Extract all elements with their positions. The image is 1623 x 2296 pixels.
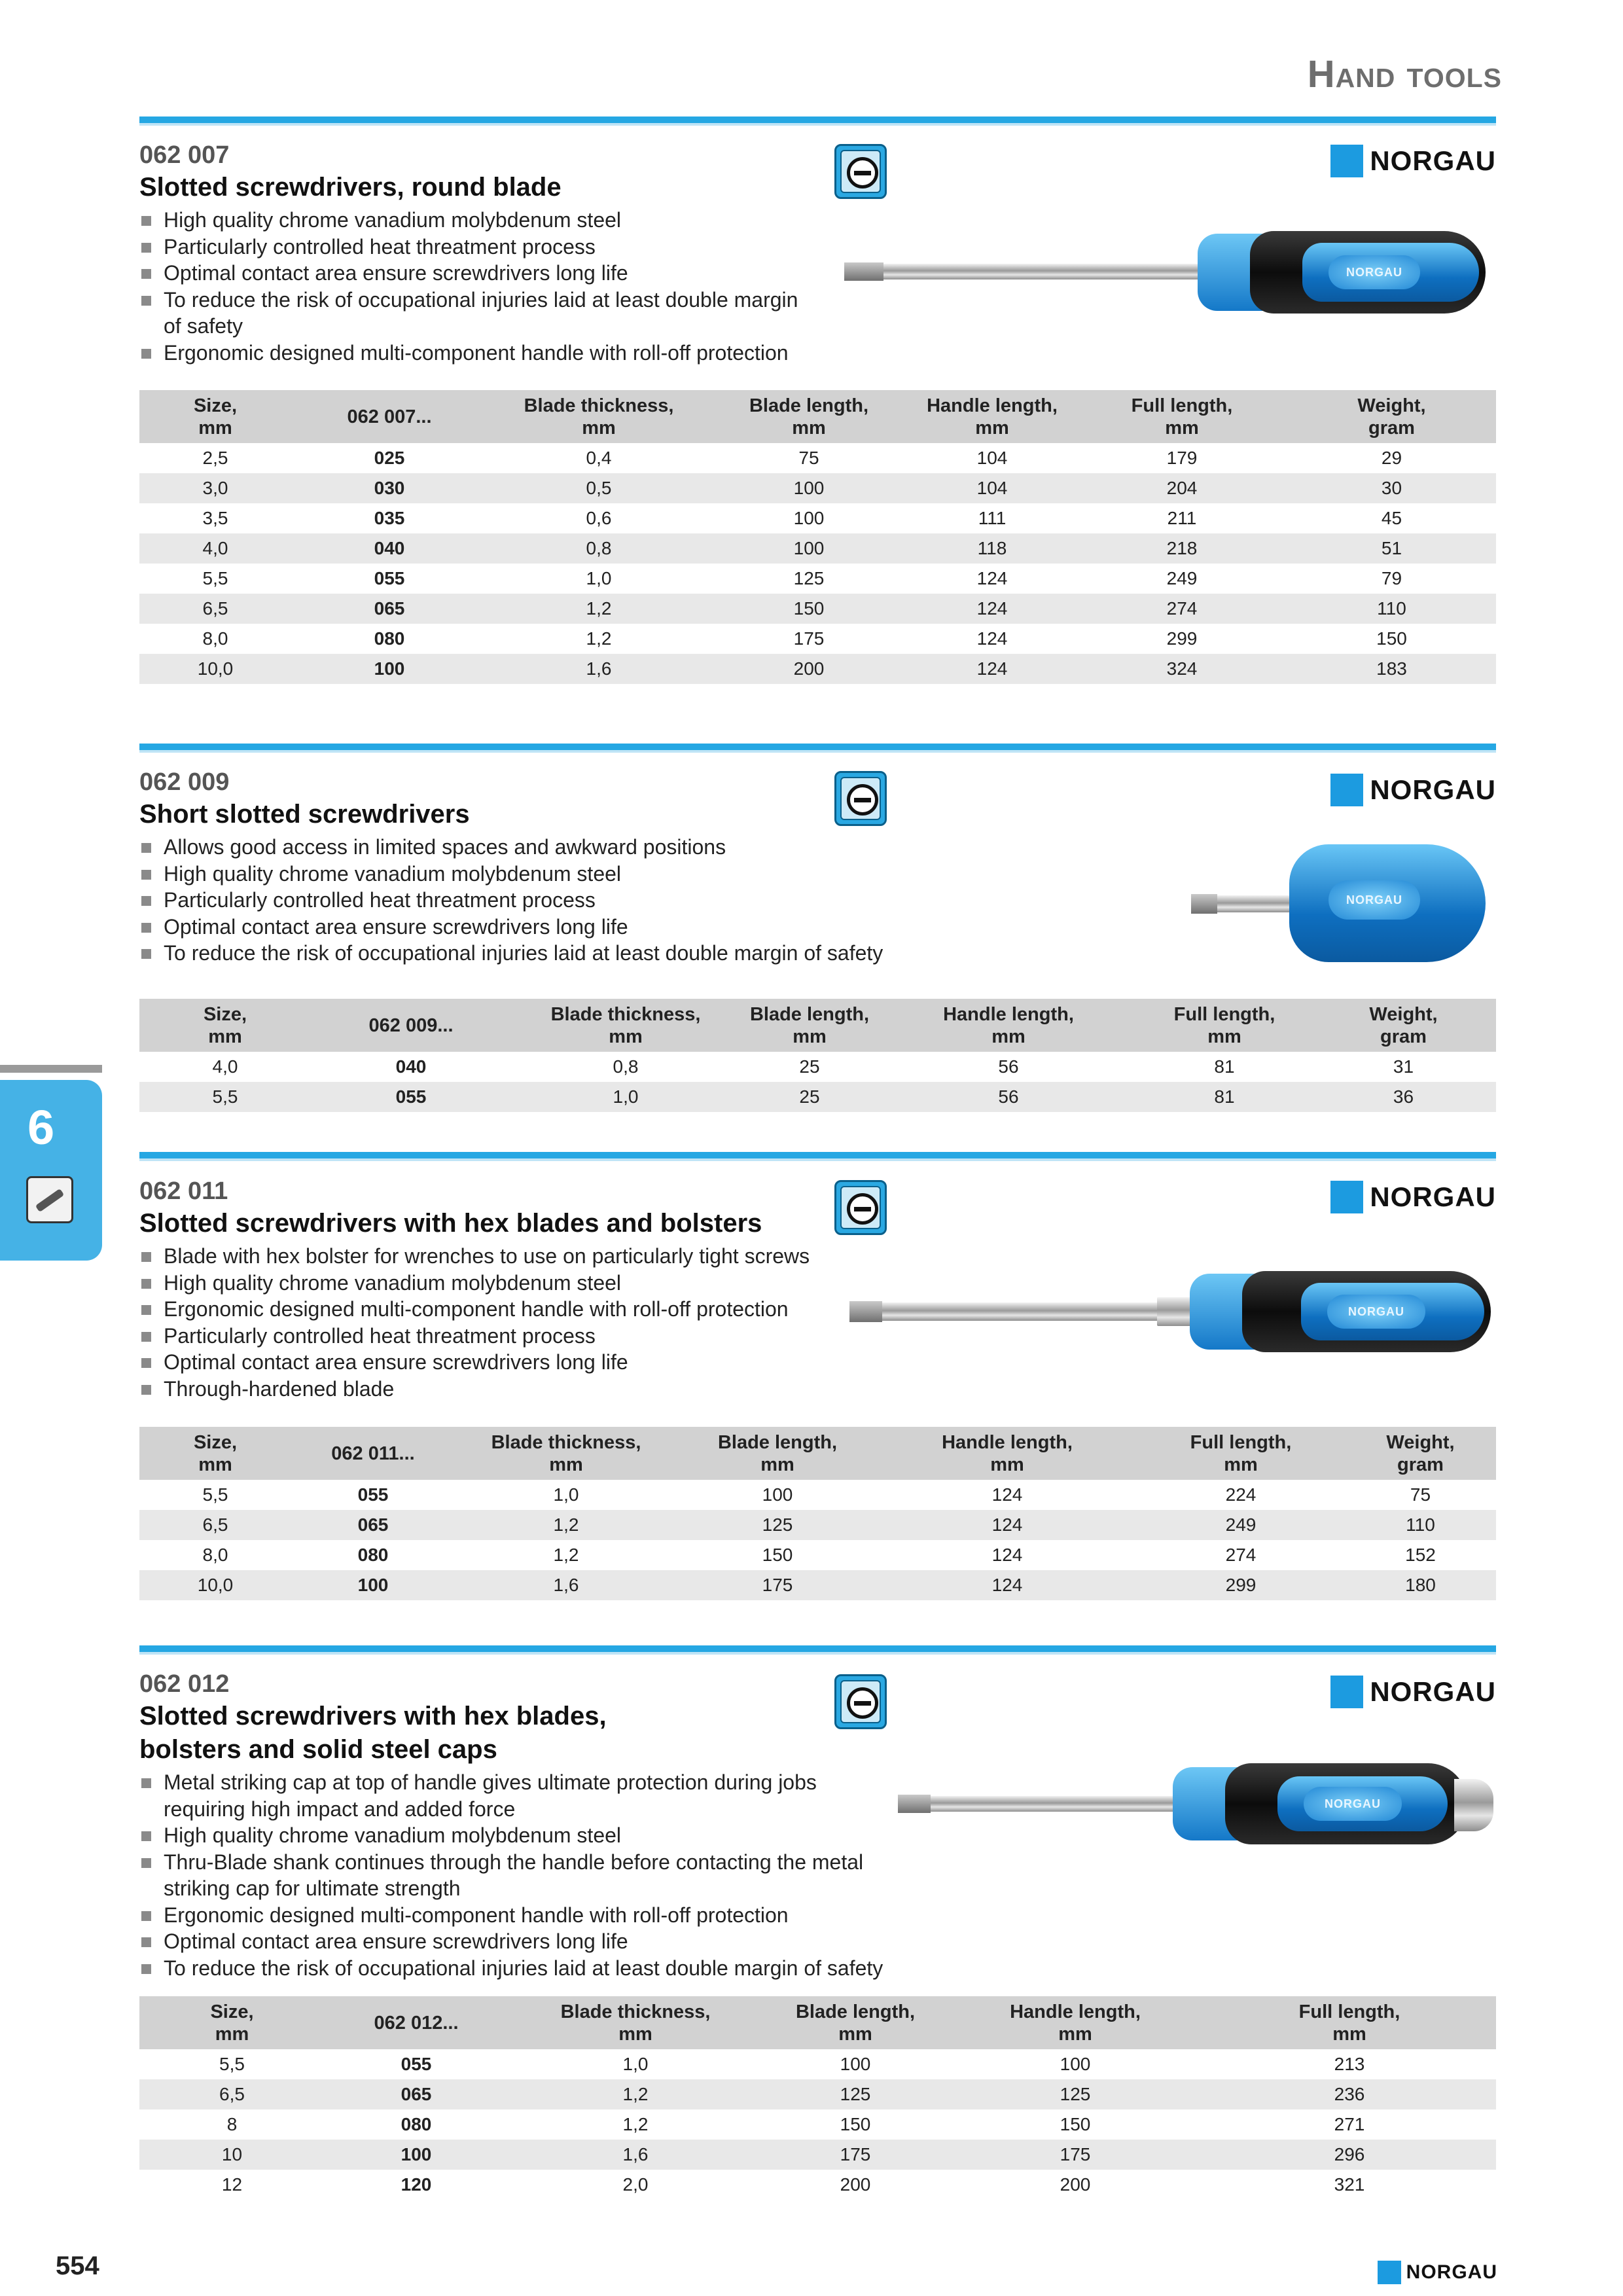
column-header: Weight, gram <box>1345 1427 1496 1480</box>
table-cell: 274 <box>1077 594 1287 624</box>
spec-table-062-012 <box>139 1996 1496 2200</box>
table-cell: 0,4 <box>586 448 612 468</box>
table-cell: 45 <box>1381 508 1402 528</box>
table-cell: 2,0 <box>622 2174 649 2195</box>
table-cell: 1,2 <box>455 1510 677 1540</box>
column-header: Full length, mm <box>1077 390 1287 443</box>
screwdriver-image <box>844 226 1492 324</box>
table-cell: 51 <box>1287 533 1496 564</box>
section-divider <box>139 1645 1496 1652</box>
table-row <box>139 533 1496 564</box>
feature-item: To reduce the risk of occupational injuries laid at least double margin of safety <box>139 287 820 340</box>
feature-item: Ergonomic designed multi-component handle with roll-off protection <box>139 1902 892 1929</box>
table-cell: 110 <box>1287 594 1496 624</box>
table-cell: 6,5 <box>139 2079 325 2109</box>
article-code-cell: 065 <box>325 2079 508 2109</box>
table-cell: 0,8 <box>613 1056 639 1077</box>
table-cell: 299 <box>1137 1570 1345 1600</box>
table-cell: 29 <box>1381 448 1402 468</box>
product-code: 062 007 <box>139 141 230 169</box>
section-divider <box>139 117 1496 123</box>
article-code-cell: 035 <box>374 508 405 528</box>
article-code-cell: 080 <box>374 628 405 649</box>
feature-item: To reduce the risk of occupational injuries laid at least double margin of safety <box>139 1955 892 1982</box>
feature-list <box>139 1243 964 1402</box>
table-cell: 8,0 <box>202 1545 228 1565</box>
wrench-icon <box>26 1176 73 1223</box>
table-cell: 124 <box>991 1484 1023 1505</box>
brand-square-icon <box>1330 1676 1363 1708</box>
table-cell: 152 <box>1405 1545 1436 1565</box>
table-cell: 1,6 <box>455 1570 677 1600</box>
table-cell: 2,5 <box>202 448 228 468</box>
slotted-blade-icon <box>834 1180 887 1235</box>
feature-list <box>139 207 820 366</box>
table-cell: 10 <box>139 2140 325 2170</box>
table-cell: 3,5 <box>202 508 228 528</box>
table-row <box>139 1052 1496 1082</box>
table-cell: 175 <box>677 1570 878 1600</box>
table-cell: 100 <box>762 1484 793 1505</box>
feature-item: Particularly controlled heat threatment process <box>139 234 820 260</box>
table-cell: 150 <box>1376 628 1407 649</box>
column-header: Handle length, mm <box>948 1996 1203 2049</box>
table-cell: 274 <box>1225 1545 1257 1565</box>
column-header: 062 007... <box>291 390 488 443</box>
table-row <box>139 503 1496 533</box>
feature-item: Thru-Blade shank continues through the handle before contacting the metal striking cap for ultimate strength <box>139 1849 892 1902</box>
table-cell: 3,0 <box>139 473 291 503</box>
feature-item: Ergonomic designed multi-component handle with roll-off protection <box>139 340 820 367</box>
article-code-cell: 030 <box>291 473 488 503</box>
table-cell: 1,0 <box>586 568 612 588</box>
table-cell: 150 <box>762 1545 793 1565</box>
column-header: 062 012... <box>325 1996 508 2049</box>
column-header: Full length, mm <box>1138 999 1311 1052</box>
table-cell: 81 <box>1138 1082 1311 1112</box>
feature-item: Optimal contact area ensure screwdrivers long life <box>139 1928 892 1955</box>
article-code-cell: 055 <box>401 2054 432 2074</box>
handle-logo: NORGAU <box>1329 255 1420 289</box>
table-cell: 211 <box>1167 508 1197 528</box>
table-cell: 5,5 <box>202 568 228 588</box>
article-code-cell: 100 <box>291 654 488 684</box>
table-row <box>139 2049 1496 2079</box>
table-cell: 1,2 <box>508 2079 763 2109</box>
spec-table-062-011 <box>139 1427 1496 1600</box>
table-row <box>139 2109 1496 2140</box>
feature-item: Blade with hex bolster for wrenches to use on particularly tight screws <box>139 1243 964 1270</box>
article-code-cell: 025 <box>374 448 405 468</box>
table-cell: 236 <box>1203 2079 1496 2109</box>
feature-item: Ergonomic designed multi-component handle with roll-off protection <box>139 1296 964 1323</box>
slotted-blade-icon <box>834 1674 887 1729</box>
feature-item: Particularly controlled heat threatment process <box>139 887 990 914</box>
table-cell: 79 <box>1381 568 1402 588</box>
table-cell: 125 <box>948 2079 1203 2109</box>
feature-item: High quality chrome vanadium molybdenum steel <box>139 861 990 888</box>
column-header: Blade thickness, mm <box>508 1996 763 2049</box>
column-header: Size, mm <box>139 999 311 1052</box>
table-cell: 125 <box>763 2079 948 2109</box>
table-cell: 124 <box>878 1570 1137 1600</box>
table-cell: 30 <box>1287 473 1496 503</box>
table-cell: 110 <box>1345 1510 1496 1540</box>
article-code-cell: 100 <box>291 1570 455 1600</box>
brand-name: NORGAU <box>1370 1181 1496 1212</box>
table-row <box>139 1570 1496 1600</box>
table-cell: 218 <box>1077 533 1287 564</box>
table-cell: 200 <box>710 654 908 684</box>
table-cell: 8,0 <box>202 628 228 649</box>
column-header: Handle length, mm <box>879 999 1138 1052</box>
feature-item: High quality chrome vanadium molybdenum steel <box>139 207 820 234</box>
brand-square-icon <box>1330 774 1363 806</box>
table-row <box>139 473 1496 503</box>
table-cell: 1,2 <box>622 2114 649 2134</box>
table-cell: 296 <box>1203 2140 1496 2170</box>
table-row <box>139 1480 1496 1510</box>
table-cell: 118 <box>908 533 1077 564</box>
product-title: Short slotted screwdrivers <box>139 800 470 829</box>
column-header: Weight, gram <box>1287 390 1496 443</box>
column-header: Weight, gram <box>1311 999 1496 1052</box>
brand-logo <box>1330 1676 1496 1708</box>
slotted-blade-icon <box>834 771 887 826</box>
product-code: 062 012 <box>139 1670 230 1698</box>
column-header: Blade length, mm <box>710 390 908 443</box>
table-cell: 1,2 <box>488 594 710 624</box>
table-cell: 124 <box>878 1510 1137 1540</box>
feature-item: Particularly controlled heat threatment process <box>139 1323 964 1350</box>
table-cell: 200 <box>840 2174 871 2195</box>
feature-item: High quality chrome vanadium molybdenum steel <box>139 1270 964 1297</box>
section-divider <box>139 744 1496 750</box>
table-cell: 104 <box>908 473 1077 503</box>
table-cell: 204 <box>1077 473 1287 503</box>
table-cell: 249 <box>1137 1510 1345 1540</box>
table-cell: 75 <box>1410 1484 1431 1505</box>
table-cell: 25 <box>740 1082 879 1112</box>
table-cell: 56 <box>879 1082 1138 1112</box>
brand-square-icon <box>1330 1181 1363 1213</box>
table-row <box>139 1082 1496 1112</box>
table-cell: 111 <box>978 508 1007 528</box>
column-header: Blade thickness, mm <box>488 390 710 443</box>
table-cell: 5,5 <box>139 1082 311 1112</box>
feature-item: Optimal contact area ensure screwdrivers long life <box>139 1349 964 1376</box>
table-cell: 0,6 <box>586 508 612 528</box>
feature-list <box>139 1769 892 1981</box>
article-code-cell: 100 <box>325 2140 508 2170</box>
striking-cap <box>1454 1779 1493 1831</box>
table-cell: 150 <box>1060 2114 1091 2134</box>
section-divider <box>139 1152 1496 1158</box>
table-cell: 4,0 <box>139 533 291 564</box>
brand-logo <box>1330 1181 1496 1213</box>
table-cell: 213 <box>1334 2054 1365 2074</box>
column-header: Full length, mm <box>1137 1427 1345 1480</box>
table-cell: 224 <box>1225 1484 1257 1505</box>
brand-name: NORGAU <box>1370 774 1496 805</box>
feature-item: Metal striking cap at top of handle gives ultimate protection during jobs requiring high impact and added force <box>139 1769 892 1822</box>
table-header-row <box>139 1427 1496 1480</box>
table-row <box>139 624 1496 654</box>
table-cell: 125 <box>677 1510 878 1540</box>
table-cell: 5,5 <box>219 2054 245 2074</box>
feature-item: To reduce the risk of occupational injuries laid at least double margin of safety <box>139 940 990 967</box>
brand-square-icon <box>1330 145 1363 177</box>
table-cell: 10,0 <box>139 654 291 684</box>
short-screwdriver-image <box>1191 844 1492 969</box>
table-cell: 183 <box>1287 654 1496 684</box>
table-cell: 10,0 <box>139 1570 291 1600</box>
table-cell: 1,2 <box>553 1545 579 1565</box>
table-row <box>139 2079 1496 2109</box>
table-cell: 1,6 <box>508 2140 763 2170</box>
table-cell: 1,6 <box>488 654 710 684</box>
table-cell: 12 <box>221 2174 243 2195</box>
article-code-cell: 080 <box>401 2114 432 2134</box>
article-code-cell: 080 <box>357 1545 389 1565</box>
table-cell: 175 <box>763 2140 948 2170</box>
table-row <box>139 564 1496 594</box>
article-code-cell: 040 <box>291 533 488 564</box>
table-cell: 324 <box>1077 654 1287 684</box>
table-cell: 100 <box>1060 2054 1091 2074</box>
table-cell: 1,0 <box>622 2054 649 2074</box>
table-cell: 100 <box>710 533 908 564</box>
table-cell: 100 <box>710 473 908 503</box>
handle-logo: NORGAU <box>1304 1787 1402 1821</box>
table-row <box>139 654 1496 684</box>
table-row <box>139 2170 1496 2200</box>
table-cell: 299 <box>1166 628 1198 649</box>
section-title: Hand tools <box>1307 53 1502 96</box>
table-cell: 249 <box>1166 568 1198 588</box>
article-code-cell: 065 <box>291 1510 455 1540</box>
column-header: Blade length, mm <box>763 1996 948 2049</box>
table-cell: 175 <box>948 2140 1203 2170</box>
table-cell: 25 <box>799 1056 820 1077</box>
product-code: 062 011 <box>139 1177 228 1205</box>
column-header: Blade thickness, mm <box>511 999 740 1052</box>
table-cell: 200 <box>1060 2174 1091 2195</box>
brand-name: NORGAU <box>1370 1676 1496 1707</box>
capped-screwdriver-image <box>898 1757 1495 1855</box>
brand-logo <box>1330 774 1496 806</box>
table-cell: 56 <box>998 1056 1019 1077</box>
table-cell: 4,0 <box>212 1056 238 1077</box>
table-header-row <box>139 390 1496 443</box>
table-cell: 124 <box>908 654 1077 684</box>
column-header: 062 011... <box>291 1427 455 1480</box>
table-cell: 124 <box>976 568 1008 588</box>
table-cell: 36 <box>1311 1082 1496 1112</box>
column-header: Handle length, mm <box>878 1427 1137 1480</box>
table-row <box>139 443 1496 473</box>
table-row <box>139 1510 1496 1540</box>
page-number: 554 <box>56 2251 99 2280</box>
table-cell: 81 <box>1214 1056 1235 1077</box>
column-header: Full length, mm <box>1203 1996 1496 2049</box>
table-cell: 180 <box>1345 1570 1496 1600</box>
table-cell: 104 <box>976 448 1008 468</box>
product-title-line: bolsters and solid steel caps <box>139 1735 497 1764</box>
side-tab-rule <box>0 1065 102 1073</box>
table-cell: 0,5 <box>488 473 710 503</box>
feature-item: Optimal contact area ensure screwdrivers long life <box>139 914 990 941</box>
table-cell: 100 <box>840 2054 871 2074</box>
column-header: 062 009... <box>311 999 511 1052</box>
table-cell: 150 <box>710 594 908 624</box>
table-cell: 8 <box>226 2114 238 2134</box>
product-title: Slotted screwdrivers with hex blades and bolsters <box>139 1209 762 1238</box>
brand-name: NORGAU <box>1406 2261 1497 2283</box>
table-row <box>139 1540 1496 1570</box>
feature-item: Through-hardened blade <box>139 1376 964 1403</box>
table-cell: 1,2 <box>586 628 612 649</box>
table-cell: 6,5 <box>139 1510 291 1540</box>
article-code-cell: 055 <box>374 568 405 588</box>
table-cell: 125 <box>793 568 825 588</box>
table-cell: 321 <box>1334 2174 1365 2195</box>
article-code-cell: 055 <box>357 1484 389 1505</box>
table-cell: 124 <box>976 628 1008 649</box>
table-cell: 175 <box>793 628 825 649</box>
table-cell: 75 <box>798 448 819 468</box>
table-cell: 1,0 <box>553 1484 579 1505</box>
feature-item: High quality chrome vanadium molybdenum steel <box>139 1822 892 1849</box>
table-row <box>139 2140 1496 2170</box>
column-header: Handle length, mm <box>908 390 1077 443</box>
table-cell: 179 <box>1166 448 1198 468</box>
chapter-number: 6 <box>27 1100 55 1155</box>
table-cell: 150 <box>840 2114 871 2134</box>
table-cell: 124 <box>991 1545 1023 1565</box>
article-code-cell: 040 <box>395 1056 427 1077</box>
column-header: Size, mm <box>139 1996 325 2049</box>
brand-logo <box>1330 145 1496 177</box>
feature-item: Allows good access in limited spaces and awkward positions <box>139 834 990 861</box>
table-cell: 0,8 <box>488 533 710 564</box>
column-header: Blade length, mm <box>740 999 879 1052</box>
feature-item: Optimal contact area ensure screwdrivers long life <box>139 260 820 287</box>
brand-square-icon <box>1378 2261 1401 2284</box>
column-header: Blade thickness, mm <box>455 1427 677 1480</box>
product-title: Slotted screwdrivers, round blade <box>139 173 562 202</box>
table-header-row <box>139 999 1496 1052</box>
table-cell: 100 <box>793 508 825 528</box>
column-header: Blade length, mm <box>677 1427 878 1480</box>
article-code-cell: 120 <box>401 2174 432 2195</box>
hex-screwdriver-image <box>849 1265 1494 1363</box>
article-code-cell: 065 <box>291 594 488 624</box>
table-cell: 5,5 <box>202 1484 228 1505</box>
spec-table-062-009 <box>139 999 1496 1112</box>
footer-brand-logo <box>1378 2261 1497 2284</box>
brand-name: NORGAU <box>1370 145 1496 176</box>
table-cell: 1,0 <box>511 1082 740 1112</box>
feature-list <box>139 834 990 967</box>
table-row <box>139 594 1496 624</box>
product-code: 062 009 <box>139 768 230 796</box>
table-cell: 124 <box>908 594 1077 624</box>
column-header: Size, mm <box>139 1427 291 1480</box>
product-title-line: Slotted screwdrivers with hex blades, <box>139 1702 607 1731</box>
handle-logo: NORGAU <box>1329 880 1420 920</box>
column-header: Size, mm <box>139 390 291 443</box>
slotted-blade-icon <box>834 144 887 199</box>
article-code-cell: 055 <box>311 1082 511 1112</box>
spec-table-062-007 <box>139 390 1496 684</box>
handle-logo: NORGAU <box>1327 1295 1425 1329</box>
table-cell: 271 <box>1334 2114 1365 2134</box>
table-cell: 31 <box>1393 1056 1414 1077</box>
table-header-row <box>139 1996 1496 2049</box>
table-cell: 6,5 <box>139 594 291 624</box>
